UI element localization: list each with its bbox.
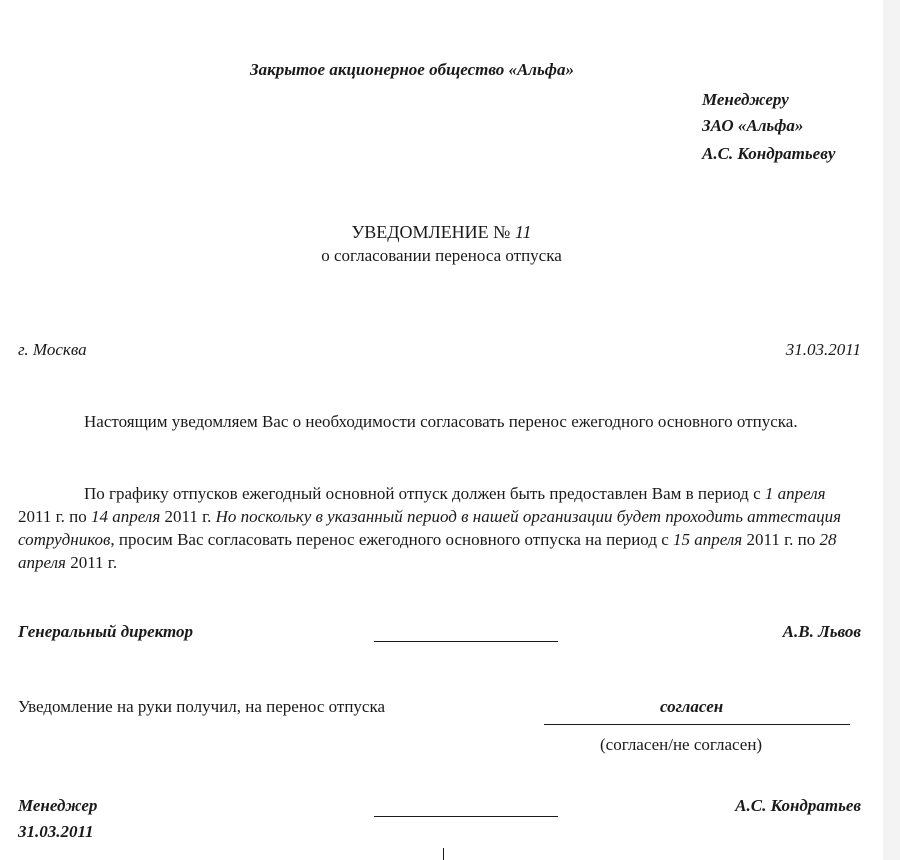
p2-text-d: , просим Вас согласовать перенос ежегодного основного отпуска на период с	[110, 530, 674, 549]
director-name: А.В. Львов	[782, 622, 861, 641]
agreement-hint: (согласен/не согласен)	[600, 735, 763, 754]
p2-date1: 1 апреля	[764, 484, 826, 503]
document-number: 11	[514, 222, 532, 242]
city: г. Москва	[18, 340, 87, 359]
paragraph-schedule	[18, 482, 858, 574]
p2-text-e: 2011 г. по	[742, 530, 820, 549]
p2-date4: 28 апреля	[18, 530, 837, 572]
document-title-prefix: УВЕДОМЛЕНИЕ №	[351, 222, 515, 242]
p2-date3: 15 апреля	[673, 530, 743, 549]
document-title	[0, 222, 883, 243]
p2-text-c: 2011 г.	[160, 507, 216, 526]
manager-signature-line	[374, 816, 558, 817]
director-signature-line	[374, 641, 558, 642]
document-date: 31.03.2011	[785, 340, 861, 359]
manager-title: Менеджер	[18, 796, 98, 815]
p2-reason: Но поскольку в указанный период в нашей организации будет проходить аттестация сотрудников	[18, 507, 841, 549]
director-title: Генеральный директор	[18, 622, 194, 641]
agreement-value: согласен	[660, 697, 724, 716]
paragraph-notice	[18, 410, 858, 433]
manager-name: А.С. Кондратьев	[735, 796, 861, 815]
recipient-position: Менеджеру	[702, 90, 789, 109]
p2-text-a: По графику отпусков ежегодный основной отпуск должен быть предоставлен Вам в период с	[84, 484, 765, 503]
p2-date2: 14 апреля	[91, 507, 161, 526]
p2-text-b: 2011 г. по	[18, 507, 92, 526]
received-statement: Уведомление на руки получил, на перенос отпуска	[18, 697, 386, 716]
agreement-line	[544, 724, 850, 725]
recipient-company: ЗАО «Альфа»	[702, 116, 804, 135]
paragraph-notice-text: Настоящим уведомляем Вас о необходимости согласовать перенос ежегодного основного отпуска.	[84, 412, 798, 431]
page-edge-mark	[443, 848, 444, 860]
manager-date: 31.03.2011	[18, 822, 94, 841]
recipient-name: А.С. Кондратьеву	[702, 144, 836, 163]
document-subtitle: о согласовании переноса отпуска	[321, 246, 562, 265]
p2-text-f: 2011 г.	[65, 553, 118, 572]
page-gutter	[883, 0, 900, 860]
organization-name: Закрытое акционерное общество «Альфа»	[250, 60, 574, 79]
